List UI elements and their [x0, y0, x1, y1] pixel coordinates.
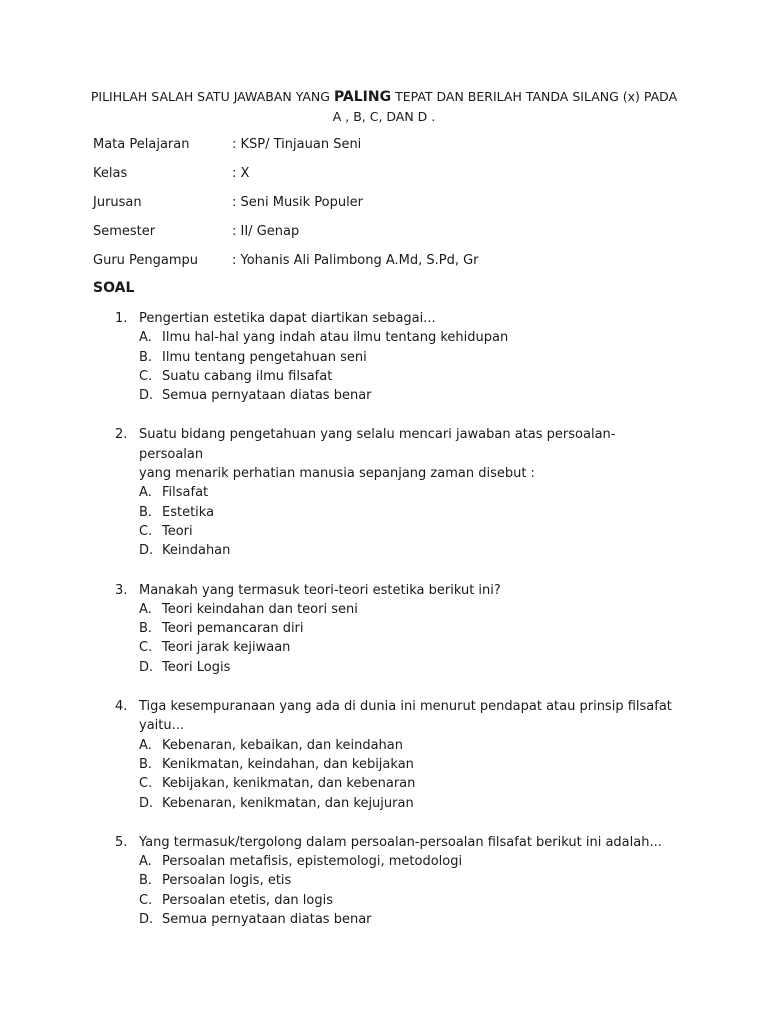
option-d — [115, 910, 675, 929]
option-text: Kebenaran, kebaikan, dan keindahan — [162, 737, 403, 753]
option-letter: D. — [139, 388, 154, 404]
instruction-header — [80, 87, 688, 127]
section-title: SOAL — [93, 280, 135, 296]
option-letter: A. — [139, 854, 152, 870]
info-value: : X — [232, 166, 250, 181]
question-1 — [115, 309, 675, 405]
question-list — [115, 309, 675, 949]
option-c — [115, 638, 675, 657]
option-letter: B. — [139, 349, 153, 365]
question-text: yaitu... — [139, 718, 185, 734]
question-5 — [115, 833, 675, 929]
info-value: : Seni Musik Populer — [232, 195, 364, 210]
option-letter: C. — [139, 892, 153, 908]
option-letter: D. — [139, 912, 154, 928]
option-text: Teori jarak kejiwaan — [162, 640, 291, 656]
option-d — [115, 658, 675, 677]
option-letter: A. — [139, 601, 152, 617]
info-label: Jurusan — [93, 195, 142, 210]
option-c — [115, 367, 675, 386]
info-row-class — [93, 165, 693, 194]
info-value: : Yohanis Ali Palimbong A.Md, S.Pd, Gr — [232, 253, 479, 268]
option-letter: D. — [139, 659, 154, 675]
option-b — [115, 871, 675, 890]
option-b — [115, 619, 675, 638]
instruction-bold-word: PALING — [333, 89, 392, 105]
option-b — [115, 755, 675, 774]
option-c — [115, 774, 675, 793]
option-text: Ilmu hal-hal yang indah atau ilmu tentang kehidupan — [162, 330, 509, 346]
info-row-subject — [93, 136, 693, 165]
info-row-semester — [93, 223, 693, 252]
option-d — [115, 541, 675, 560]
option-b — [115, 503, 675, 522]
question-number: 2. — [115, 427, 128, 443]
info-row-teacher — [93, 252, 693, 281]
option-letter: B. — [139, 621, 153, 637]
instruction-part-2: TEPAT DAN BERILAH TANDA SILANG (x) PADA — [391, 89, 678, 104]
option-text: Teori keindahan dan teori seni — [162, 601, 358, 617]
option-letter: C. — [139, 523, 153, 539]
option-text: Keindahan — [162, 543, 231, 559]
question-line-continued — [115, 464, 675, 483]
question-text: Pengertian estetika dapat diartikan sebagai... — [139, 311, 436, 326]
option-letter: C. — [139, 776, 153, 792]
option-a — [115, 600, 675, 619]
course-info — [93, 136, 693, 281]
option-letter: D. — [139, 795, 154, 811]
question-indent — [115, 464, 139, 483]
question-indent — [115, 716, 139, 735]
option-text: Teori — [162, 523, 193, 539]
question-number: 5. — [115, 834, 128, 850]
option-a — [115, 483, 675, 502]
option-text: Semua pernyataan diatas benar — [162, 388, 372, 404]
option-text: Semua pernyataan diatas benar — [162, 912, 372, 928]
question-number: 4. — [115, 699, 128, 715]
instruction-line-2: A , B, C, DAN D . — [332, 109, 436, 124]
info-row-major — [93, 194, 693, 223]
question-line-continued — [115, 716, 675, 735]
option-text: Kebenaran, kenikmatan, dan kejujuran — [162, 795, 414, 811]
option-text: Ilmu tentang pengetahuan seni — [162, 349, 367, 365]
option-letter: A. — [139, 737, 152, 753]
option-a — [115, 852, 675, 871]
option-letter: C. — [139, 640, 153, 656]
question-text: yang menarik perhatian manusia sepanjang zaman disebut : — [139, 466, 535, 482]
instruction-part-1: PILIHLAH SALAH SATU JAWABAN YANG — [90, 89, 334, 104]
question-text: Manakah yang termasuk teori-teori estetika berikut ini? — [139, 582, 501, 598]
question-text: Yang termasuk/tergolong dalam persoalan-persoalan filsafat berikut ini adalah... — [139, 834, 662, 850]
question-line — [115, 833, 675, 852]
option-letter: C. — [139, 368, 153, 384]
instruction-line-1 — [80, 87, 688, 107]
info-value: : KSP/ Tinjauan Seni — [232, 137, 362, 152]
question-4 — [115, 697, 675, 813]
option-text: Kebijakan, kenikmatan, dan kebenaran — [162, 776, 416, 792]
option-text: Kenikmatan, keindahan, dan kebijakan — [162, 756, 414, 772]
option-letter: B. — [139, 756, 153, 772]
option-text: Teori Logis — [162, 659, 231, 675]
option-text: Persoalan logis, etis — [162, 873, 292, 889]
option-c — [115, 522, 675, 541]
question-number: 3. — [115, 582, 128, 598]
option-d — [115, 386, 675, 405]
option-text: Suatu cabang ilmu filsafat — [162, 368, 333, 384]
question-2 — [115, 425, 675, 560]
option-text: Persoalan metafisis, epistemologi, metodologi — [162, 854, 463, 870]
option-b — [115, 348, 675, 367]
option-letter: D. — [139, 543, 154, 559]
option-letter: A. — [139, 485, 152, 501]
question-line — [115, 581, 675, 600]
question-text: Tiga kesempuranaan yang ada di dunia ini menurut pendapat atau prinsip filsafat — [139, 699, 672, 715]
question-number: 1. — [115, 311, 128, 326]
question-line — [115, 309, 675, 328]
question-line — [115, 697, 675, 716]
option-letter: B. — [139, 504, 153, 520]
option-letter: A. — [139, 330, 152, 346]
question-line — [115, 425, 675, 464]
info-value: : II/ Genap — [232, 224, 300, 239]
option-a — [115, 328, 675, 347]
info-label: Kelas — [93, 166, 128, 181]
info-label: Guru Pengampu — [93, 253, 199, 268]
question-3 — [115, 581, 675, 677]
option-d — [115, 794, 675, 813]
info-label: Mata Pelajaran — [93, 137, 190, 152]
option-text: Persoalan etetis, dan logis — [162, 892, 333, 908]
option-text: Filsafat — [162, 485, 209, 501]
option-letter: B. — [139, 873, 153, 889]
option-text: Estetika — [162, 504, 215, 520]
option-c — [115, 891, 675, 910]
option-a — [115, 736, 675, 755]
info-label: Semester — [93, 224, 156, 239]
option-text: Teori pemancaran diri — [162, 621, 304, 637]
question-text: Suatu bidang pengetahuan yang selalu mencari jawaban atas persoalan-persoalan — [139, 427, 616, 462]
